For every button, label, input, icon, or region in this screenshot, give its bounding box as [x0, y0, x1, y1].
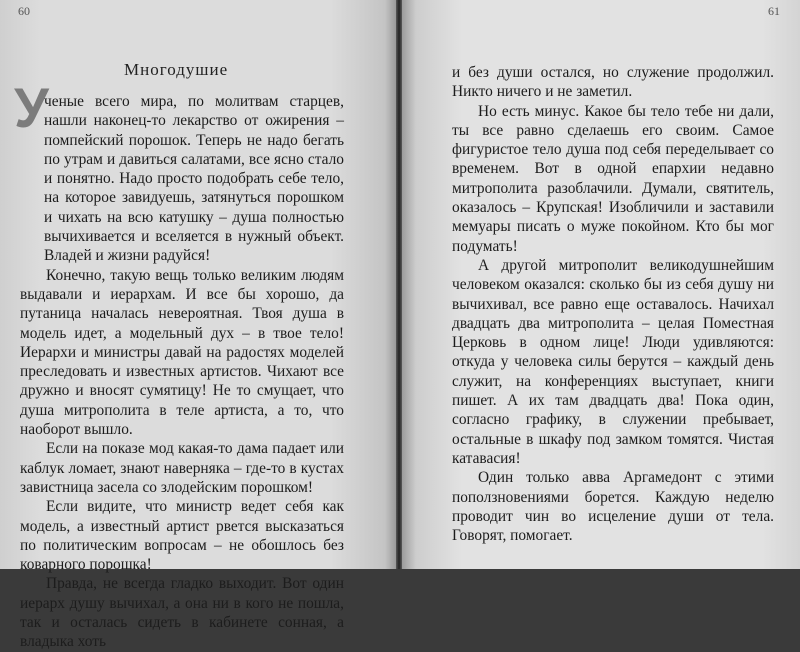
paragraph: Если на показе мод какая-то дама падает или каблук ломает, знают наверняка – где-то в кустах завистница засела со злодейским порошком! — [20, 440, 344, 496]
paragraph: А другой митрополит великодушнейшим человеком оказался: сколько бы из себя душу ни вычихивал, все равно еще оставалось. Начихал двадцать два митрополита – целая Поместная Церковь в одном лице! Люди удивляются: откуда у человека силы берутся – каждый день служит, на конференциях выступает, книги пишет. А их там двадцать два! Пока один, согласно графику, в служении пребывает, остальные в шкафу под замком томятся. Чистая катавасия! — [452, 256, 774, 467]
right-page — [402, 0, 800, 569]
page-number-left: 60 — [18, 4, 30, 18]
page-number-right: 61 — [768, 4, 780, 18]
left-page — [0, 0, 396, 651]
drop-cap: У — [14, 76, 49, 139]
paragraph-text: ченые всего мира, по молитвам старцев, нашли наконец-то лекарство от ожирения – помпейский порошок. Теперь не надо бегать по утрам и давиться салатами, все ясно стало и понятно. Надо просто подобрать себе тело, на которое завидуешь, затянуться порошком и чихать на всю катушку – душа полностью вычихивается и вселяется в нужный объект. Владей и жизни радуйся! — [44, 93, 344, 265]
paragraph: и без души остался, но служение продолжил. Никто ничего и не заметил. — [452, 64, 774, 101]
paragraph: Правда, не всегда гладко выходит. Вот один иерарх душу вычихал, а она ни в кого не пошла, так и осталась сидеть в кабинете сонная, а владыка хоть — [20, 575, 344, 651]
chapter-heading: Многодушие — [124, 60, 229, 79]
paragraph — [20, 92, 344, 266]
paragraph: Но есть минус. Какое бы тело тебе ни дали, ты все равно сделаешь его своим. Самое фигуристое тело душа под себя переделывает со временем. Вот в одной епархии недавно митрополита разоблачили. Думали, святитель, оказалось – Крупская! Изобличили и заставили мемуары писать о муже покойном. Кто бы мог подумать! — [452, 102, 774, 255]
paragraph: Один только авва Аргамедонт с этими поползновениями борется. Каждую неделю проводит чин во исцеление души от тела. Говорят, помогает. — [452, 469, 774, 545]
left-text-body — [20, 92, 344, 652]
paragraph: Если видите, что министр ведет себя как модель, а известный артист рвется высказаться по политическим вопросам – не обошлось без коварного порошка! — [20, 498, 344, 574]
right-text-body — [452, 63, 774, 545]
paragraph: Конечно, такую вещь только великим людям выдавали и иерархам. И все бы хорошо, да путаница началась невероятная. Твоя душа в модель идет, а модельный дух – в твое тело! Иерархи и министры давай на радостях моделей преследовать и известных артистов. Чихают все дружно и вносят сумятицу! Не то смущает, что душа митрополита в теле артиста, а то, что наоборот вышло. — [20, 266, 344, 439]
